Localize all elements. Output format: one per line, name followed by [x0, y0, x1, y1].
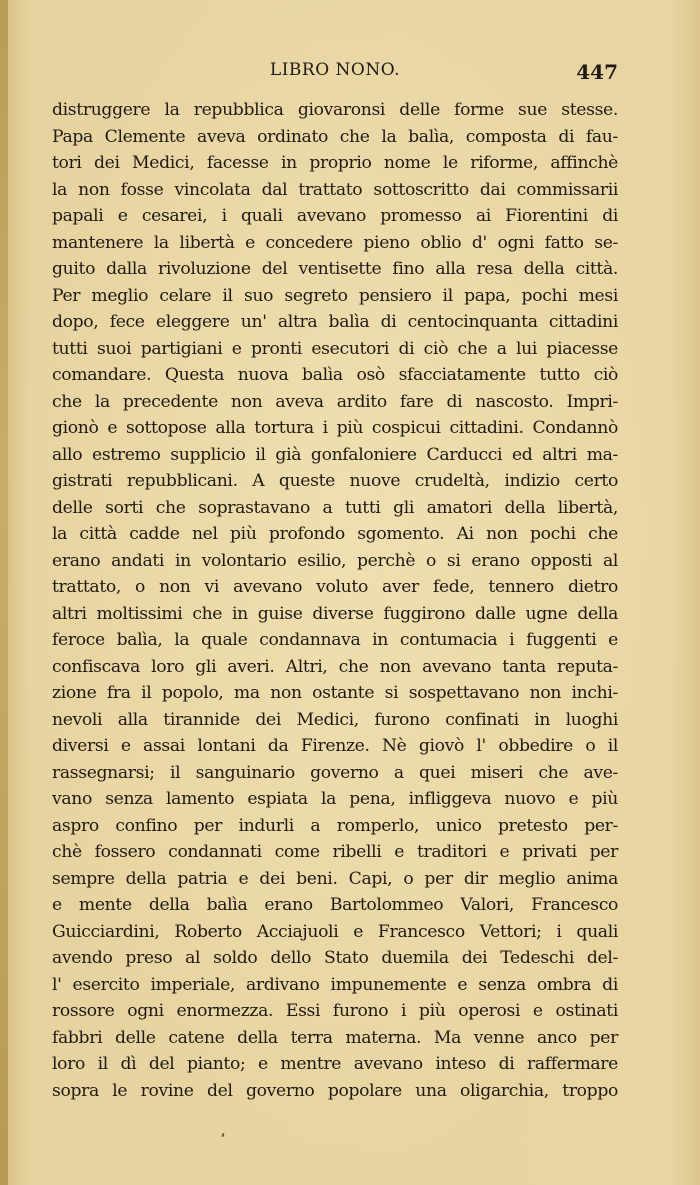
text-line: delle sorti che soprastavano a tutti gli amatori della libertà, [52, 497, 618, 518]
text-line: chè fossero condannati come ribelli e traditori e privati per [52, 842, 618, 862]
ink-speck [221, 1133, 224, 1137]
text-line: Per meglio celare il suo segreto pensiero il papa, pochi mesi [52, 285, 618, 306]
text-line: dopo, fece eleggere un' altra balìa di centocinquanta cittadini [52, 312, 618, 332]
text-line: avendo preso al soldo dello Stato duemila dei Tedeschi del- [52, 948, 618, 968]
text-line: nevoli alla tirannide dei Medici, furono confinati in luoghi [52, 709, 618, 730]
text-line: sopra le rovine del governo popolare una oligarchia, troppo [52, 1080, 618, 1101]
text-line: papali e cesarei, i quali avevano promesso ai Fiorentini di [52, 206, 618, 226]
text-line: allo estremo supplicio il già gonfaloniere Carducci ed altri ma- [52, 444, 618, 465]
text-line: trattato, o non vi avevano voluto aver fede, tennero dietro [52, 577, 618, 597]
text-line: erano andati in volontario esilio, perchè o si erano opposti al [52, 550, 618, 571]
body-text [52, 97, 618, 1104]
text-line: diversi e assai lontani da Firenze. Nè giovò l' obbedire o il [52, 736, 618, 756]
text-line: la non fosse vincolata dal trattato sottoscritto dai commissarii [52, 179, 618, 200]
text-line: confiscava loro gli averi. Altri, che non avevano tanta reputa- [52, 656, 618, 677]
text-line: la città cadde nel più profondo sgomento. Ai non pochi che [52, 524, 618, 544]
text-line: che la precedente non aveva ardito fare di nascosto. Impri- [52, 391, 618, 412]
text-line: tori dei Medici, facesse in proprio nome le riforme, affinchè [52, 153, 618, 173]
text-line: rassegnarsi; il sanguinario governo a quei miseri che ave- [52, 762, 618, 783]
text-line: sempre della patria e dei beni. Capi, o per dir meglio anima [52, 868, 618, 889]
text-line: feroce balìa, la quale condannava in contumacia i fuggenti e [52, 630, 618, 650]
text-line: tutti suoi partigiani e pronti esecutori di ciò che a lui piacesse [52, 338, 618, 359]
text-line: Papa Clemente aveva ordinato che la balìa, composta di fau- [52, 126, 618, 147]
text-line: e mente della balìa erano Bartolommeo Valori, Francesco [52, 895, 618, 915]
page-edge-shadow [0, 0, 8, 1185]
running-title: LIBRO NONO. [269, 60, 401, 80]
text-line: Guicciardini, Roberto Acciajuoli e Francesco Vettori; i quali [52, 921, 618, 942]
text-line: gionò e sottopose alla tortura i più cospicui cittadini. Condannò [52, 418, 618, 438]
text-line: distruggere la repubblica giovaronsi delle forme sue stesse. [52, 100, 618, 120]
text-line: aspro confino per indurli a romperlo, unico pretesto per- [52, 815, 618, 836]
text-line: loro il dì del pianto; e mentre avevano inteso di raffermare [52, 1054, 618, 1074]
text-line: gistrati repubblicani. A queste nuove crudeltà, indizio certo [52, 471, 618, 491]
text-line: l' esercito imperiale, ardivano impunemente e senza ombra di [52, 974, 618, 995]
text-line: vano senza lamento espiata la pena, infliggeva nuovo e più [52, 789, 618, 809]
page-number: 447 [576, 60, 618, 84]
text-line: zione fra il popolo, ma non ostante si sospettavano non inchi- [52, 683, 618, 703]
text-line: rossore ogni enormezza. Essi furono i più operosi e ostinati [52, 1001, 618, 1021]
text-line: guito dalla rivoluzione del ventisette fino alla resa della città. [52, 259, 618, 279]
text-line: altri moltissimi che in guise diverse fuggirono dalle ugne della [52, 603, 618, 624]
running-head [52, 60, 618, 92]
text-line: fabbri delle catene della terra materna. Ma venne anco per [52, 1027, 618, 1048]
text-line: comandare. Questa nuova balìa osò sfacciatamente tutto ciò [52, 365, 618, 385]
text-line: mantenere la libertà e concedere pieno oblio d' ogni fatto se- [52, 232, 618, 253]
